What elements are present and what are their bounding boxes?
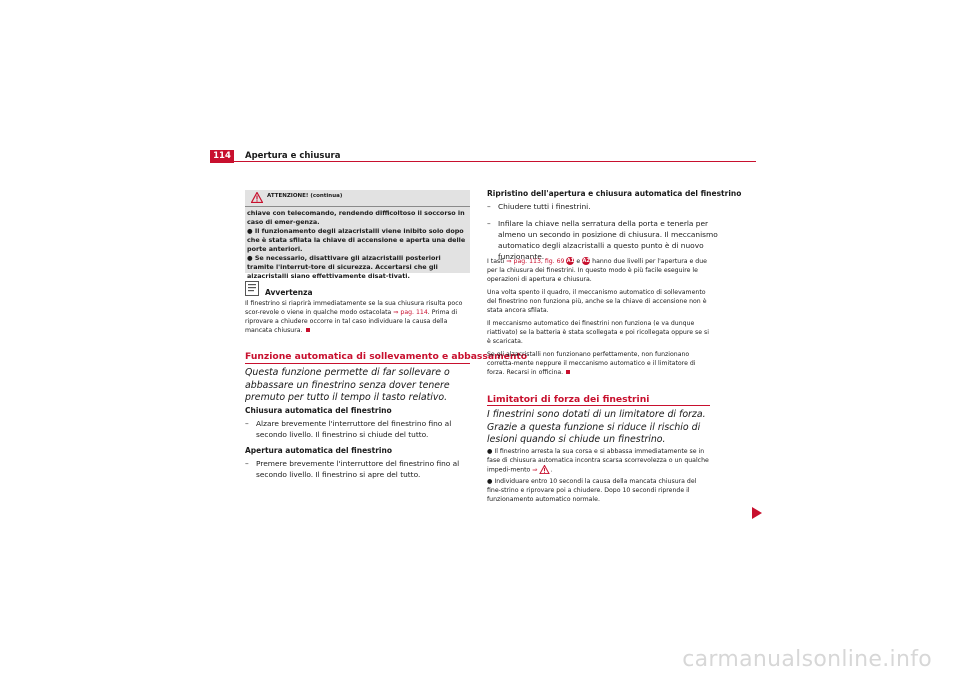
warning-body bbox=[247, 209, 468, 281]
page-number: 114 bbox=[210, 150, 234, 163]
paragraph: Il meccanismo automatico dei finestrini non funziona (e va dunque riattivato) se la batteria è stata scollegata e poi ricollegata oppure se si è scaricata. bbox=[487, 320, 709, 345]
subheading: Chiusura automatica del finestrino bbox=[245, 406, 392, 415]
page-header-title: Apertura e chiusura bbox=[245, 151, 341, 161]
note-icon bbox=[245, 281, 259, 296]
warning-box bbox=[245, 190, 470, 280]
section-title: Funzione automatica di sollevamento e abbassamento bbox=[245, 351, 528, 362]
footer-watermark: carmanualsonline.info bbox=[682, 647, 932, 672]
subheading: Apertura automatica del finestrino bbox=[245, 446, 392, 455]
warning-bullet: ● Il funzionamento degli alzacristalli viene inibito solo dopo che è stata sfilata la chiave di accensione e aperta una delle porte anteriori. bbox=[247, 227, 466, 253]
bullet-item: ● Individuare entro 10 secondi la causa della mancata chiusura del fine-strino e riprovare poi a chiudere. Dopo 10 secondi riprende il funzionamento automatico normale. bbox=[487, 478, 697, 503]
warning-triangle-icon bbox=[539, 465, 550, 474]
subheading: Ripristino dell'apertura e chiusura automatica del finestrino bbox=[487, 189, 742, 198]
warning-triangle-icon bbox=[251, 192, 263, 203]
bullet-item: ● Il finestrino arresta la sua corsa e si abbassa immediatamente se in fase di chiusura automatica incontra scarsa scorrevolezza o un qualche impedi-mento ⇒ . bbox=[487, 448, 709, 474]
next-page-arrow-icon[interactable] bbox=[752, 507, 762, 519]
warning-header bbox=[245, 190, 470, 207]
note-body: Il finestrino si riaprirà immediatamente se la sua chiusura risulta poco scor-revole o viene in qualche modo ostacolata ⇒ pag. 114. Prima di riprovare a chiudere occorre in tal caso individuare la causa della mancata chiusura. bbox=[245, 300, 463, 334]
figure-reference-link[interactable]: ⇒ pag. 113, fig. 69 bbox=[506, 258, 565, 265]
section-title: Limitatori di forza dei finestrini bbox=[487, 394, 650, 405]
step-item: – Premere brevemente l'interruttore del finestrino fino al secondo livello. Il finestrino si apre del tutto. bbox=[245, 459, 460, 479]
end-mark-icon bbox=[566, 370, 570, 374]
page-reference-link[interactable]: ⇒ pag. 114 bbox=[393, 309, 428, 316]
button-a1-icon: A1 bbox=[566, 258, 575, 264]
section-divider bbox=[245, 363, 470, 364]
section-intro: I finestrini sono dotati di un limitatore di forza. Grazie a questa funzione si riduce il rischio di lesioni quando si chiude un finestrino. bbox=[487, 409, 706, 445]
section-divider bbox=[487, 405, 710, 406]
warning-line: chiave con telecomando, rendendo difficoltoso il soccorso in caso di emer-genza. bbox=[247, 209, 465, 226]
section-intro: Questa funzione permette di far sollevare o abbassare un finestrino senza dover tenere premuto per tutto il tempo il tasto relativo. bbox=[245, 367, 450, 403]
header-divider bbox=[234, 161, 756, 162]
warning-reference-link[interactable]: ⇒ bbox=[532, 466, 538, 474]
body-paragraphs bbox=[487, 257, 714, 377]
note-title: Avvertenza bbox=[265, 288, 313, 297]
paragraph: I tasti ⇒ pag. 113, fig. 69 A1 e A2 hanno due livelli per l'apertura e due per la chiusura dei finestrini. In questo modo è più facile eseguire le operazioni di apertura e chiusura. bbox=[487, 258, 707, 283]
step-item: – Alzare brevemente l'interruttore del finestrino fino al secondo livello. Il finestrino si chiude del tutto. bbox=[245, 419, 452, 439]
warning-title: ATTENZIONE! (continua) bbox=[267, 193, 343, 199]
button-a2-icon: A2 bbox=[582, 258, 590, 264]
step-item: – Infilare la chiave nella serratura della porta e tenerla per almeno un secondo in posizione di chiusura. Il meccanismo automatico degli alzacristalli a questo punto è di nuovo funzionante. bbox=[487, 219, 718, 261]
step-item: – Chiudere tutti i finestrini. bbox=[487, 202, 591, 211]
end-mark-icon bbox=[306, 328, 310, 332]
paragraph: Se gli alzacristalli non funzionano perfettamente, non funzionano corretta-mente neppure il meccanismo automatico e il limitatore di forza. Recarsi in officina. bbox=[487, 351, 696, 376]
paragraph: Una volta spento il quadro, il meccanismo automatico di sollevamento del finestrino non funziona più, anche se la chiave di accensione non è stata ancora sfilata. bbox=[487, 289, 707, 314]
warning-bullet: ● Se necessario, disattivare gli alzacristalli posteriori tramite l'interrut-tore di sicurezza. Accertarsi che gli alzacristalli siano effettivamente disat-tivati. bbox=[247, 254, 441, 280]
